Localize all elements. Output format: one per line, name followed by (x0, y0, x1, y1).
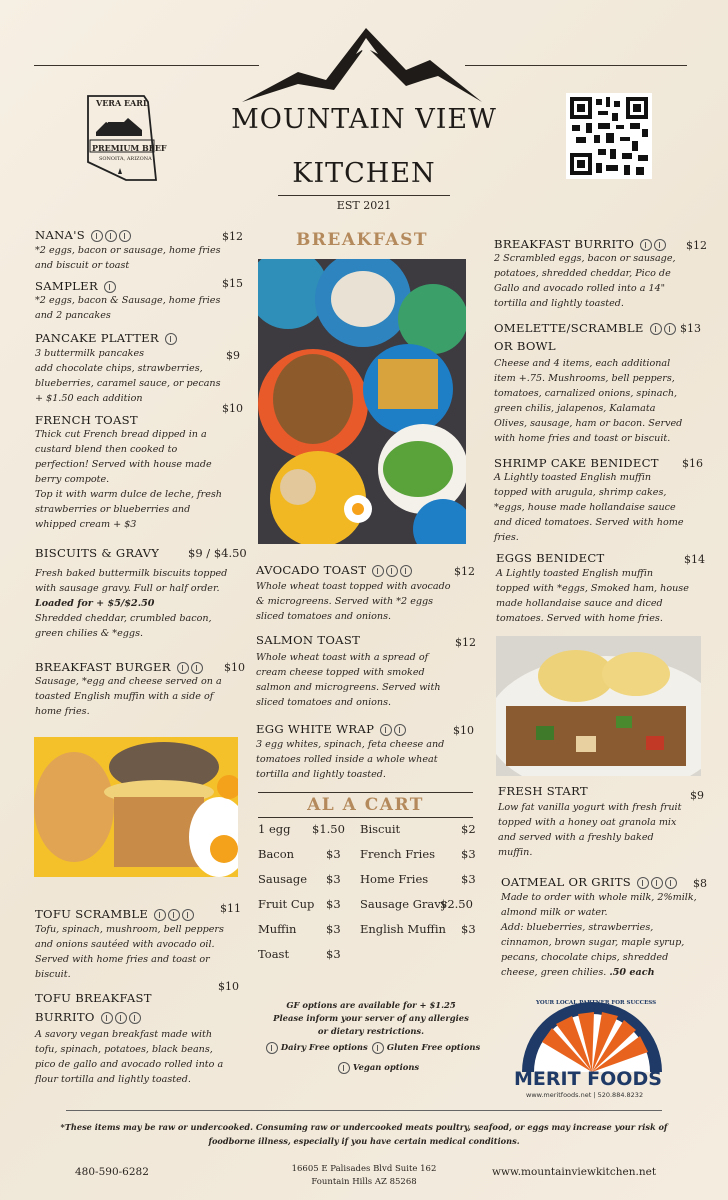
desc-french-toast: Thick cut French bread dipped in a custard blend then cooked to perfection! Served with house made berry compote. Top it with warm dulce de leche, fresh strawberries or blueberries and whipped cream + $3 (35, 429, 222, 530)
dairy-free-icon (380, 724, 392, 736)
desc-tofu-burrito: A savory vegan breakfast made with tofu, spinach, potatoes, black beans, pico de gallo and avocado rolled into a flour tortilla and lightly toasted. (35, 1029, 224, 1085)
cart-price: $3 (326, 897, 341, 911)
cart-item: English Muffin (360, 922, 446, 936)
price-french-toast: $10 (222, 402, 243, 415)
cart-item: Bacon (258, 847, 295, 861)
cart-item: French Fries (360, 847, 436, 861)
cart-price: $3 (461, 847, 476, 861)
dairy-free-icon (650, 323, 662, 335)
cart-price: $3 (326, 847, 341, 861)
desc-nanas: *2 eggs, bacon or sausage, home fries and biscuit or toast (35, 245, 221, 271)
vegan-icon (665, 877, 677, 889)
desc-tofu-scramble: Tofu, spinach, mushroom, bell peppers and onions sautéed with avocado oil. Served with home fries and toast or biscuit. (35, 924, 224, 980)
desc-pancake-platter: 3 buttermilk pancakes add chocolate chips, strawberries, blueberries, caramel sauce, or pecans + $1.50 each addition (35, 348, 221, 404)
cart-item: Fruit Cup (258, 897, 315, 911)
item-breakfast-burrito: BREAKFAST BURRITO (494, 237, 666, 251)
desc-egg-white-wrap: 3 egg whites, spinach, feta cheese and tomatoes rolled inside a whole wheat tortilla and lightly toasted. (256, 739, 445, 780)
item-avocado-toast: AVOCADO TOAST (256, 563, 412, 577)
title-underline (278, 195, 450, 196)
vegan-icon (129, 1012, 141, 1024)
item-nanas: NANA'S (35, 228, 131, 242)
price-salmon-toast: $12 (455, 636, 476, 649)
item-omelette-2: OR BOWL (494, 339, 556, 353)
dairy-free-icon (640, 239, 652, 251)
price-biscuits-gravy: $9 / $4.50 (188, 546, 247, 560)
desc-biscuits-gravy: Fresh baked buttermilk biscuits topped with sausage gravy. Full or half order. Loaded for + $5/$2.50 Shredded cheddar, crumbled bacon, green chilies & *eggs. (35, 568, 228, 639)
desc-shrimp-cake-benedict: A Lightly toasted English muffin topped with arugula, shrimp cakes, *eggs, house made hollandaise sauce and diced tomatoes. Served with home fries. (494, 472, 684, 543)
logo-text-1: VERA EARL (96, 98, 149, 108)
desc-sampler: *2 eggs, bacon & Sausage, home fries and 2 pancakes (35, 295, 221, 321)
qr-code[interactable] (566, 93, 652, 179)
breakfast-spread-photo (258, 259, 466, 544)
cart-item: Toast (258, 947, 290, 961)
gluten-free-icon (394, 724, 406, 736)
gluten-free-icon (651, 877, 663, 889)
gluten-free-icon (654, 239, 666, 251)
price-tofu-burrito: $10 (218, 980, 239, 993)
merit-contact: www.meritfoods.net | 520.884.8232 (526, 1091, 644, 1099)
desc-breakfast-burrito: 2 Scrambled eggs, bacon or sausage, potatoes, shredded cheddar, Pico de Gallo and avocado rolled into a 14" tortilla and lightly toasted. (494, 253, 676, 309)
cart-price: $3 (326, 947, 341, 961)
alacart-rule-top (258, 792, 473, 793)
gluten-free-icon (664, 323, 676, 335)
gluten-free-icon (115, 1012, 127, 1024)
price-nanas: $12 (222, 230, 243, 243)
dairy-free-icon (637, 877, 649, 889)
dairy-free-icon (91, 230, 103, 242)
website-link[interactable]: www.mountainviewkitchen.net (492, 1166, 657, 1178)
dairy-free-icon (154, 909, 166, 921)
dairy-free-icon (372, 565, 384, 577)
cart-price: $3 (326, 872, 341, 886)
cart-price: $2 (461, 822, 476, 836)
dairy-free-legend: Dairy Free options (264, 1041, 368, 1054)
gluten-free-icon (165, 333, 177, 345)
item-fresh-start: FRESH START (498, 784, 588, 798)
gluten-free-icon (386, 565, 398, 577)
desc-breakfast-burger: Sausage, *egg and cheese served on a toasted English muffin with a side of home fries. (35, 676, 222, 717)
disclaimer-rule (66, 1110, 662, 1111)
cart-price: $1.50 (312, 822, 345, 836)
logo-text-3: SONOITA, ARIZONA (99, 156, 152, 162)
eggs-benedict-photo (496, 636, 701, 776)
cart-item: 1 egg (258, 822, 291, 836)
item-breakfast-burger: BREAKFAST BURGER (35, 660, 203, 674)
alacart-rule-bottom (258, 817, 473, 818)
disclaimer: *These items may be raw or undercooked. Consuming raw or undercooked meats poultry, seafood, or eggs may increase your risk of foodborne illness, especially if you have certain medical conditions. (60, 1122, 668, 1146)
item-pancake-platter: PANCAKE PLATTER (35, 331, 177, 345)
merit-tagline: YOUR LOCAL PARTNER FOR SUCCESS (536, 1000, 657, 1006)
item-shrimp-cake-benedict: SHRIMP CAKE BENIDECT (494, 456, 659, 470)
price-sampler: $15 (222, 277, 243, 290)
cart-item: Muffin (258, 922, 297, 936)
vegan-icon (400, 565, 412, 577)
section-breakfast: BREAKFAST (295, 230, 429, 250)
item-egg-white-wrap: EGG WHITE WRAP (256, 722, 406, 736)
breakfast-burger-photo (34, 737, 238, 877)
item-biscuits-gravy: BISCUITS & GRAVY (35, 546, 160, 560)
mountain-logo-icon (238, 24, 486, 106)
gluten-free-legend: Gluten Free options (370, 1041, 480, 1054)
price-tofu-scramble: $11 (220, 902, 241, 915)
item-tofu-scramble: TOFU SCRAMBLE (35, 907, 194, 921)
cart-item: Sausage (258, 872, 308, 886)
cart-price: $3 (461, 872, 476, 886)
gf-note: GF options are available for + $1.25 Please inform your server of any allergies or dietary restrictions. (273, 1000, 469, 1036)
price-fresh-start: $9 (690, 789, 704, 802)
cart-item: Sausage Gravy (360, 897, 448, 911)
item-sampler: SAMPLER (35, 279, 116, 293)
item-salmon-toast: SALMON TOAST (256, 633, 361, 647)
desc-salmon-toast: Whole wheat toast with a spread of cream cheese topped with smoked salmon and microgreens. Served with sliced tomatoes and onions. (256, 652, 441, 708)
vegan-icon (338, 1062, 350, 1074)
cart-price: $3 (461, 922, 476, 936)
vegan-icon (182, 909, 194, 921)
title-line-2: KITCHEN (292, 158, 436, 189)
gluten-free-icon (105, 230, 117, 242)
cart-item: Home Fries (360, 872, 429, 886)
item-eggs-benedict: EGGS BENIDECT (496, 551, 605, 565)
gluten-free-icon (104, 281, 116, 293)
price-egg-white-wrap: $10 (453, 724, 474, 737)
section-alacart: AL A CART (307, 795, 424, 815)
price-shrimp-cake-benedict: $16 (682, 457, 703, 470)
header-rule-right (465, 65, 687, 66)
price-avocado-toast: $12 (454, 565, 475, 578)
price-oatmeal-grits: $8 (693, 877, 707, 890)
price-eggs-benedict: $14 (684, 553, 705, 566)
phone-number[interactable]: 480-590-6282 (75, 1166, 149, 1178)
item-tofu-burrito-2: BURRITO (35, 1010, 141, 1024)
desc-oatmeal-grits: Made to order with whole milk, 2%milk, almond milk or water. Add: blueberries, strawberries, cinnamon, brown sugar, maple syrup, pecans, chocolate chips, shredded cheese, green chilies. .50 each (501, 892, 697, 978)
item-omelette-1: OMELETTE/SCRAMBLE (494, 321, 676, 335)
gluten-free-icon (372, 1042, 384, 1054)
dairy-free-icon (266, 1042, 278, 1054)
vegan-legend: Vegan options (336, 1061, 419, 1074)
desc-fresh-start: Low fat vanilla yogurt with fresh fruit topped with a honey oat granola mix and served with a freshly baked muffin. (498, 802, 682, 858)
title-line-1: MOUNTAIN VIEW (231, 104, 497, 135)
vegan-icon (119, 230, 131, 242)
merit-foods-name: MERIT FOODS (514, 1068, 662, 1090)
cart-item: Biscuit (360, 822, 401, 836)
gluten-free-icon (191, 662, 203, 674)
item-french-toast: FRENCH TOAST (35, 413, 138, 427)
address: 16605 E Palisades Blvd Suite 162 Fountain Hills AZ 85268 (291, 1164, 437, 1187)
price-breakfast-burrito: $12 (686, 239, 707, 252)
price-pancake-platter: $9 (226, 349, 240, 362)
dairy-free-icon (177, 662, 189, 674)
dairy-free-icon (101, 1012, 113, 1024)
cart-price: $2.50 (440, 897, 473, 911)
desc-omelette: Cheese and 4 items, each additional item +.75. Mushrooms, bell peppers, tomatoes, carnalized onions, spinach, green chilis, jalapenos, Kalamata Olives, sausage, ham or bacon. Served with home fries and toast or biscuit. (494, 358, 683, 444)
desc-avocado-toast: Whole wheat toast topped with avocado & microgreens. Served with *2 eggs sliced tomatoes and onions. (256, 581, 451, 622)
cart-price: $3 (326, 922, 341, 936)
header-rule-left (34, 65, 259, 66)
desc-eggs-benedict: A Lightly toasted English muffin topped with *eggs, Smoked ham, house made hollandaise sauce and diced tomatoes. Served with home fries. (496, 568, 689, 624)
gluten-free-icon (168, 909, 180, 921)
price-breakfast-burger: $10 (224, 661, 245, 674)
item-tofu-burrito-1: TOFU BREAKFAST (35, 991, 152, 1005)
logo-text-2: PREMIUM BEEF (92, 143, 167, 153)
est-date: EST 2021 (336, 199, 392, 212)
price-omelette: $13 (680, 322, 701, 335)
item-oatmeal-grits: OATMEAL OR GRITS (501, 875, 677, 889)
